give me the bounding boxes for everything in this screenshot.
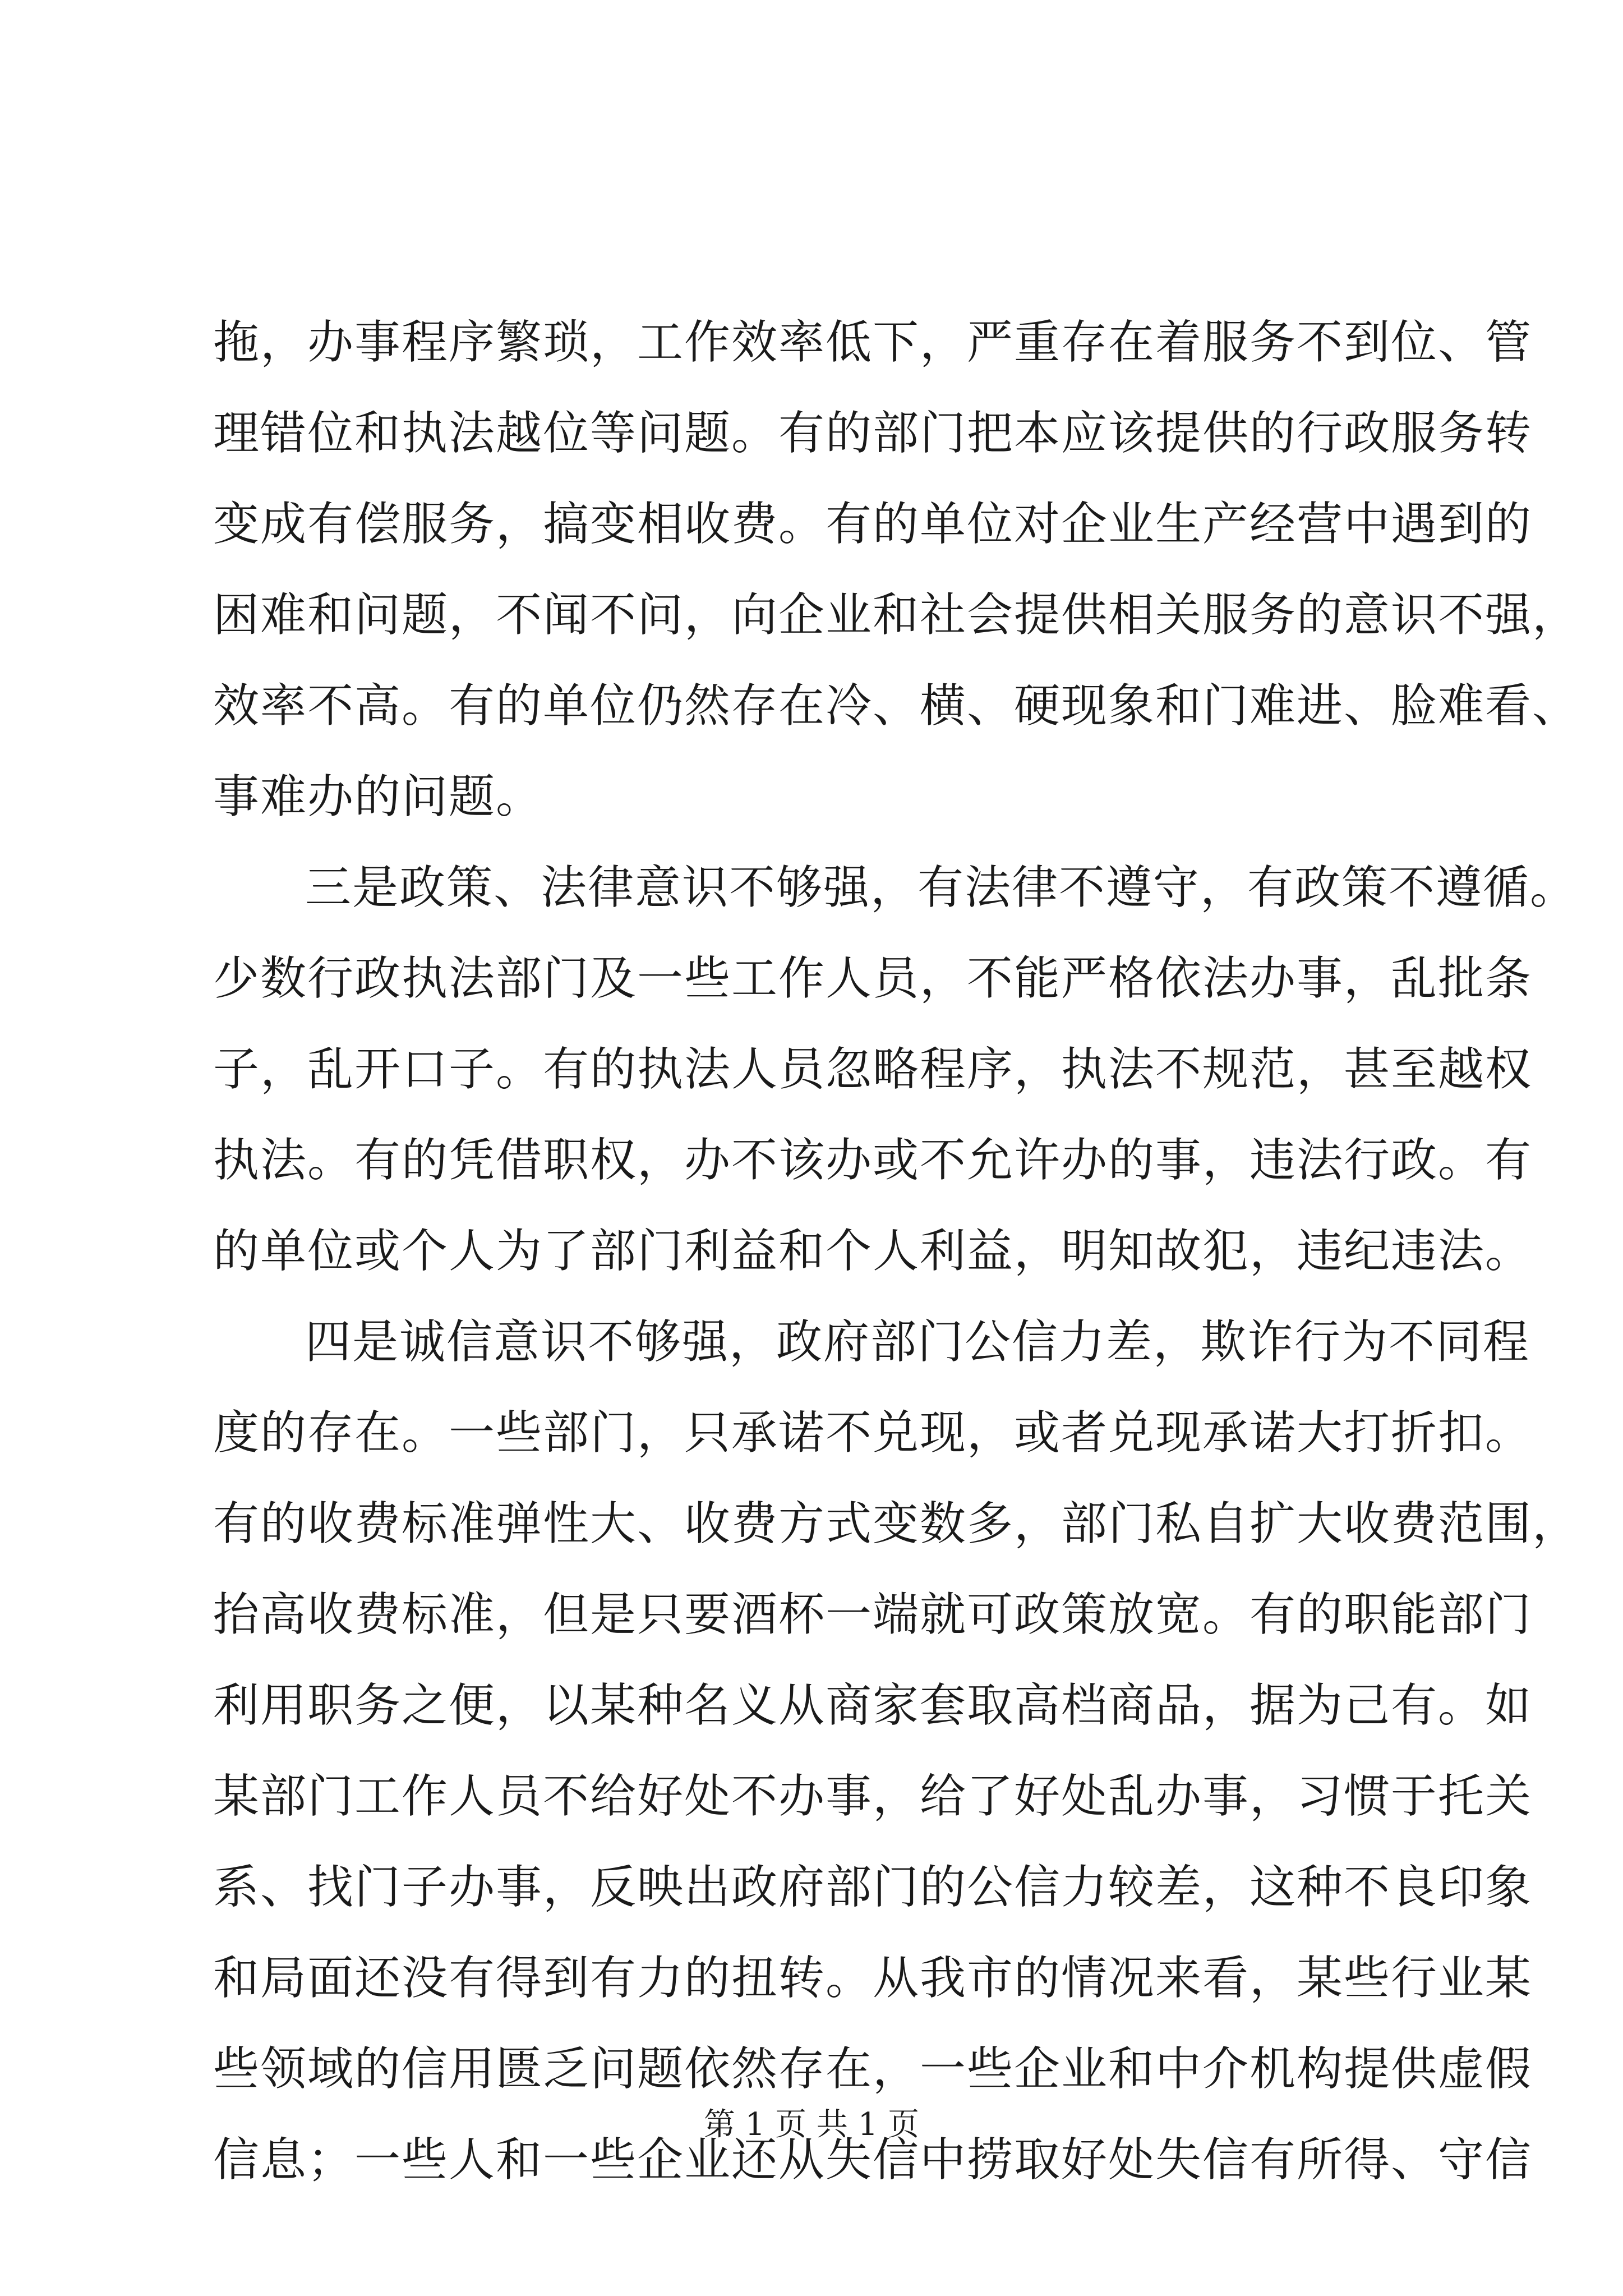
text-line: 和局面还没有得到有力的扭转。从我市的情况来看，某些行业某 [213,1952,1533,2005]
text-line: 理错位和执法越位等问题。有的部门把本应该提供的行政服务转 [213,407,1533,460]
text-line: 度的存在。一些部门，只承诺不兑现，或者兑现承诺大打折扣。 [213,1406,1533,1460]
text-line: 利用职务之便，以某种名义从商家套取高档商品，据为己有。如 [213,1679,1533,1732]
text-line: 信息；一些人和一些企业还从失信中捞取好处失信有所得、守信 [213,2133,1533,2187]
text-line: 困难和问题，不闻不问，向企业和社会提供相关服务的意识不强， [213,588,1580,642]
text-line: 拖，办事程序繁琐，工作效率低下，严重存在着服务不到位、管 [213,316,1533,369]
text-line: 变成有偿服务，搞变相收费。有的单位对企业生产经营中遇到的 [213,498,1533,551]
text-line: 系、找门子办事，反映出政府部门的公信力较差，这种不良印象 [213,1861,1533,1914]
text-line: 子，乱开口子。有的执法人员忽略程序，执法不规范，甚至越权 [213,1043,1533,1096]
text-line: 执法。有的凭借职权，办不该办或不允许办的事，违法行政。有 [213,1134,1533,1187]
text-line: 有的收费标准弹性大、收费方式变数多，部门私自扩大收费范围， [213,1497,1580,1550]
text-line: 事难办的问题。 [213,770,543,823]
body-text [213,297,1580,2206]
page-number-footer: 第 1 页 共 1 页 [703,2106,920,2143]
text-line: 的单位或个人为了部门利益和个人利益，明知故犯，违纪违法。 [213,1225,1533,1278]
text-line: 些领域的信用匮乏问题依然存在，一些企业和中介机构提供虚假 [213,2042,1533,2096]
paragraph-start-line: 三是政策、法律意识不够强，有法律不遵守，有政策不遵循。 [305,861,1578,914]
text-line: 少数行政执法部门及一些工作人员，不能严格依法办事，乱批条 [213,952,1533,1005]
paragraph-start-line: 四是诚信意识不够强，政府部门公信力差，欺诈行为不同程 [305,1315,1530,1369]
text-line: 抬高收费标准，但是只要酒杯一端就可政策放宽。有的职能部门 [213,1588,1533,1641]
text-line: 某部门工作人员不给好处不办事，给了好处乱办事，习惯于托关 [213,1770,1533,1823]
text-line: 效率不高。有的单位仍然存在冷、横、硬现象和门难进、脸难看、 [213,679,1580,733]
